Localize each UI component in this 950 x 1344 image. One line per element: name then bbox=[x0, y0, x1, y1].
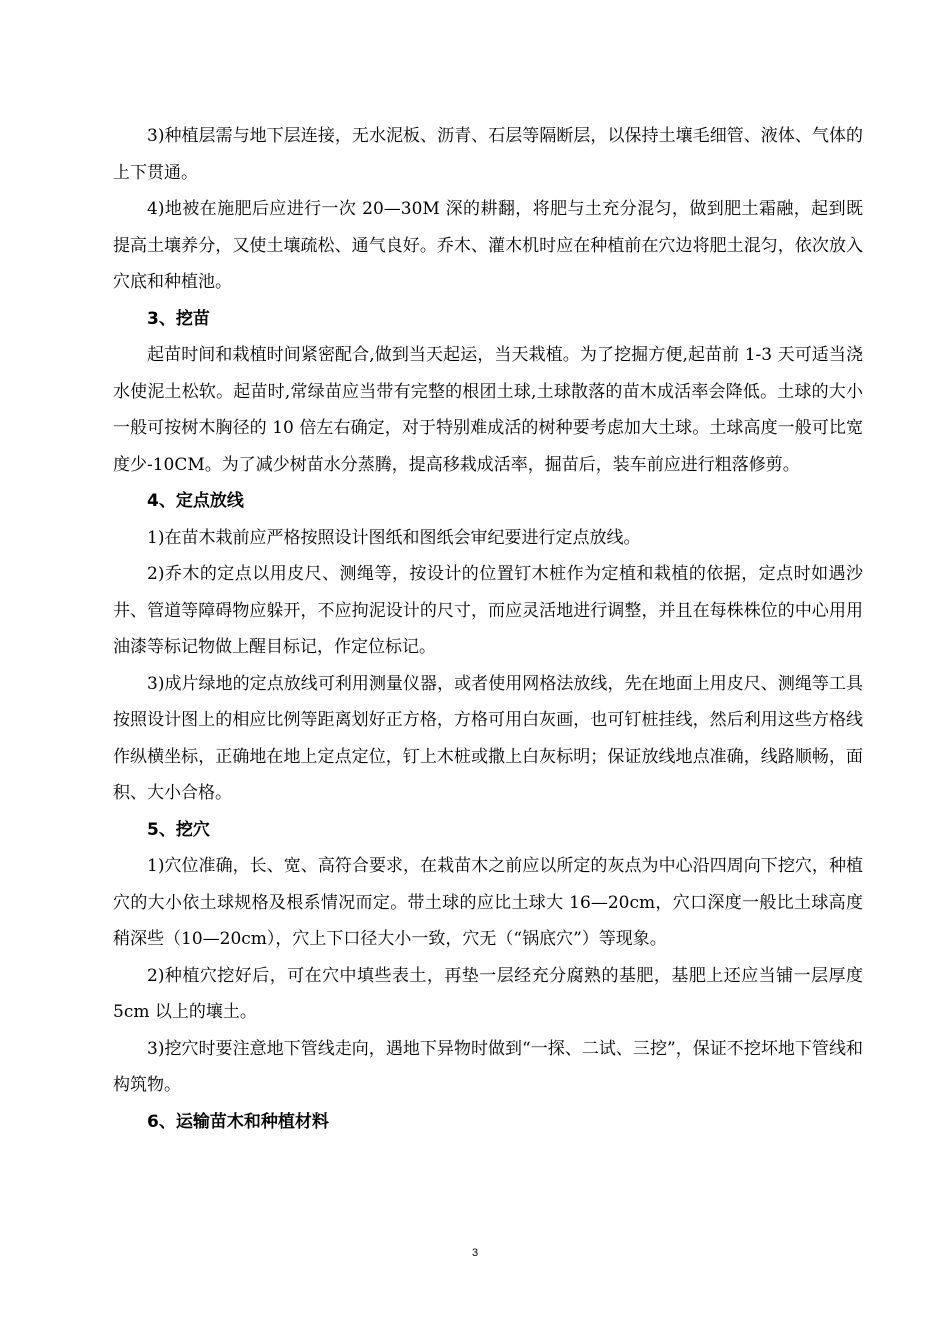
page-number: 3 bbox=[471, 1247, 479, 1259]
paragraph: 4)地被在施肥后应进行一次 20—30M 深的耕翻，将肥与土充分混匀，做到肥土霜融，起到既提高土壤养分，又使土壤疏松、通气良好。乔木、灌木机时应在种植前在穴边将肥土混匀，依次放入穴底和种植池。 bbox=[113, 199, 863, 292]
section-heading: 5、挖穴 bbox=[147, 819, 210, 840]
paragraph: 2)种植穴挖好后，可在穴中填些表土，再垫一层经充分腐熟的基肥，基肥上还应当铺一层厚度 5cm 以上的壤土。 bbox=[113, 965, 863, 1022]
section-heading: 4、定点放线 bbox=[147, 491, 244, 511]
document-body bbox=[113, 118, 863, 1140]
paragraph: 3)种植层需与地下层连接，无水泥板、沥青、石层等隔断层，以保持土壤毛细管、液体、气体的上下贯通。 bbox=[113, 126, 863, 183]
paragraph: 1)穴位准确，长、宽、高符合要求，在栽苗木之前应以所定的灰点为中心沿四周向下挖穴，种植穴的大小依土球规格及根系情况而定。带土球的应比土球大 16—20cm，穴口深度一般比土球高度稍深些（10—20cm），穴上下口径大小一致，穴无（“锅底穴”）等现象。 bbox=[113, 856, 863, 949]
section-heading: 6、运输苗木和种植材料 bbox=[147, 1111, 329, 1132]
paragraph: 1)在苗木栽前应严格按照设计图纸和图纸会审纪要进行定点放线。 bbox=[147, 527, 641, 548]
section-heading: 3、挖苗 bbox=[147, 308, 210, 329]
paragraph: 3)成片绿地的定点放线可利用测量仪器，或者使用网格法放线，先在地面上用皮尺、测绳等工具按照设计图上的相应比例等距离划好正方格，方格可用白灰画，也可钉桩挂线，然后利用这些方格线作纵横坐标，正确地在地上定点定位，钉上木桩或撒上白灰标明；保证放线地点准确，线路顺畅，面积、大小合格。 bbox=[113, 673, 863, 803]
paragraph: 3)挖穴时要注意地下管线走向，遇地下异物时做到“一探、二试、三挖”，保证不挖坏地下管线和构筑物。 bbox=[113, 1038, 863, 1095]
paragraph: 起苗时间和栽植时间紧密配合,做到当天起运，当天栽植。为了挖掘方便,起苗前 1-3 天可适当浇水使泥土松软。起苗时,常绿苗应当带有完整的根团土球,土球散落的苗木成活率会降低。土球的大小一般可按树木胸径的 10 倍左右确定，对于特别难成活的树种要考虑加大土球。土球高度一般可比宽度少-10CM。为了减少树苗水分蒸腾，提高移栽成活率，掘苗后，装车前应进行粗落修剪。 bbox=[113, 345, 864, 475]
paragraph: 2)乔木的定点以用皮尺、测绳等，按设计的位置钉木桩作为定植和栽植的依据，定点时如遇沙井、管道等障碍物应躲开，不应拘泥设计的尺寸，而应灵活地进行调整，并且在每株株位的中心用用油漆等标记物做上醒目标记，作定位标记。 bbox=[113, 564, 863, 657]
